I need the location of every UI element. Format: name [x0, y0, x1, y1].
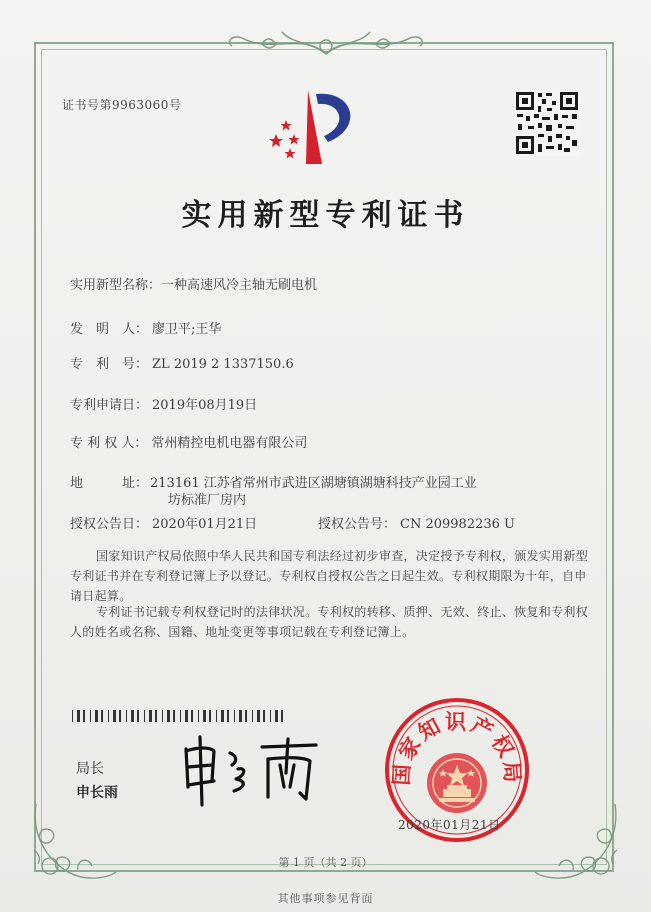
address-value-line2: 坊标准厂房内	[168, 493, 247, 508]
grant-number-row	[318, 513, 515, 532]
utility-name-label: 实用新型名称：	[70, 278, 162, 293]
bottom-left-ornament	[28, 800, 120, 884]
address-value-line1: 213161 江苏省常州市武进区湖塘镇湖塘科技产业园工业	[150, 476, 477, 491]
certificate-title: 实用新型专利证书	[181, 198, 470, 233]
utility-name-row	[70, 274, 317, 293]
qr-code-icon	[514, 90, 580, 156]
seal-text: 国家知识产权局	[388, 709, 526, 787]
footer-note: 其他事项参见背面	[277, 892, 374, 905]
certificate-number: 证书号第9963060号	[62, 98, 182, 112]
patentee-row	[70, 432, 307, 451]
statement-paragraph-1: 国家知识产权局依照中华人民共和国专利法经过初步审查，决定授予专利权，颁发实用新型专利证书并在专利登记簿上予以登记。专利权自授权公告之日起生效。专利权期限为十年，自申请日起算。	[70, 549, 589, 603]
address-label: 地 址：	[70, 476, 149, 491]
statement-paragraph-2: 专利证书记载专利权登记时的法律状况。专利权的转移、质押、无效、终止、恢复和专利权人的姓名或名称、国籍、地址变更等事项记载在专利登记簿上。	[70, 605, 589, 639]
cnipa-emblem-icon	[262, 84, 366, 168]
address-row	[70, 472, 477, 491]
director-name: 申长雨	[76, 785, 118, 801]
grant-number-label: 授权公告号：	[318, 517, 397, 532]
patent-number-value: ZL 2019 2 1337150.6	[152, 357, 294, 372]
top-ornament	[222, 24, 430, 60]
inventor-label: 发 明 人：	[70, 322, 149, 337]
director-title: 局长	[76, 761, 104, 777]
filing-date-label: 专利申请日：	[70, 398, 149, 413]
seal-date: 2020年01月21日	[398, 818, 501, 832]
bottom-right-ornament	[531, 800, 623, 884]
patentee-value: 常州精控电机电器有限公司	[151, 436, 308, 451]
filing-date-value: 2019年08月19日	[152, 398, 258, 413]
handwritten-signature	[176, 735, 326, 807]
patent-number-label: 专 利 号：	[70, 357, 149, 372]
inventor-value: 廖卫平;王华	[152, 322, 222, 337]
barcode-strip	[72, 710, 284, 722]
grant-date-label: 授权公告日：	[70, 517, 149, 532]
grant-number-value: CN 209982236 U	[400, 517, 515, 532]
grant-date-row	[70, 513, 257, 532]
inventor-row	[70, 318, 221, 337]
utility-name-value: 一种高速风冷主轴无刷电机	[161, 278, 318, 293]
grant-date-value: 2020年01月21日	[152, 517, 258, 532]
page-number: 第 1 页（共 2 页）	[278, 856, 373, 869]
patent-number-row	[70, 353, 294, 372]
patentee-label: 专 利 权 人：	[70, 436, 148, 451]
filing-date-row	[70, 394, 257, 413]
